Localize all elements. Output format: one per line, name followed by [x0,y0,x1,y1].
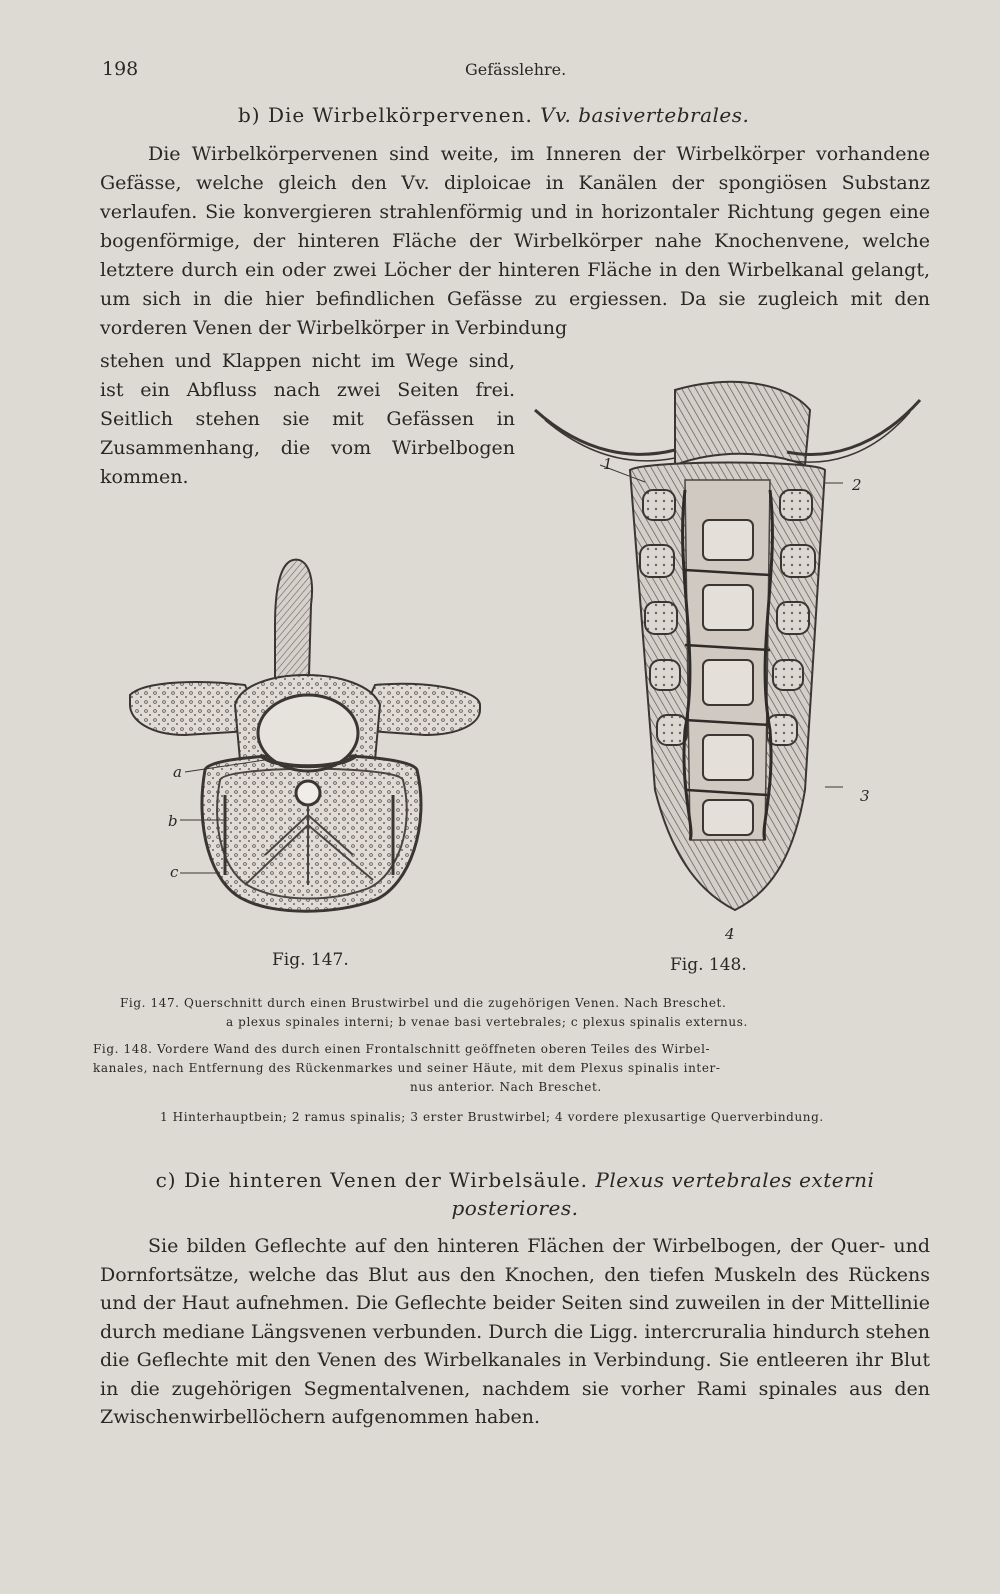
fig148-marker-4: 4 [725,925,735,943]
fig148-marker-1: 1 [603,455,613,473]
fig147-marker-b: b [168,812,178,830]
section-c-label: c) [155,1168,177,1192]
section-c-latin-line2: posteriores. [451,1196,579,1220]
fig148-caption-line2: kanales, nach Entfernung des Rückenmarkes und seiner Häute, mit dem Plexus spinalis inter- [93,1061,721,1075]
fig148-caption-line1: Fig. 148. Vordere Wand des durch einen Frontalschnitt geöffneten oberen Teiles des Wirbel- [93,1042,711,1056]
section-b-latin: Vv. basivertebrales. [540,103,750,127]
paragraph-c: Sie bilden Geflechte auf den hinteren Flächen der Wirbelbogen, der Quer- und Dornfortsätze, welche das Blut aus den Knochen, den tiefen Muskeln des Rückens und der Haut aufnehmen. Die Geflechte beider Seiten sind zuweilen in der Mittellinie durch mediane Längsvenen verbunden. Durch die Ligg. intercruralia hindurch stehen die Geflechte mit den Venen des Wirbelkanales in Verbindung. Sie entleeren ihr Blut in die zugehörigen Segmentalvenen, nachdem sie vorher Rami spinales aus den Zwischenwirbellöchern aufgenommen haben. [100,1235,930,1428]
fig148-marker-3: 3 [860,787,870,805]
fig148-legend: 1 Hinterhauptbein; 2 ramus spinalis; 3 erster Brustwirbel; 4 vordere plexusartige Querverbindung. [160,1110,824,1124]
fig148-caption-line3: nus anterior. Nach Breschet. [410,1080,602,1094]
paragraph-c-container [100,1232,930,1432]
fig147-marker-a: a [173,763,182,781]
section-b-title: Die Wirbelkörpervenen. [267,103,533,127]
figure-148-label: Fig. 148. [670,955,747,975]
paragraph-b-full-width: Die Wirbelkörpervenen sind weite, im Inneren der Wirbelkörper vorhandene Gefässe, welche gleich den Vv. diploicae in Kanälen der spongiösen Substanz verlaufen. Sie konvergieren strahlenförmig und in horizontaler Richtung gegen eine bogenförmige, der hinteren Fläche der Wirbelkörper nahe Knochenvene, welche letztere durch ein oder zwei Löcher der hinteren Fläche in den Wirbelkanal gelangt, um sich in die hier befindlichen Gefässe zu ergiessen. Da sie zugleich mit den vorderen Venen der Wirbelkörper in Verbindung [100,143,930,339]
figure-147-label: Fig. 147. [272,950,349,970]
figure-148-vertebral-canal [525,370,935,930]
fig147-marker-c: c [170,863,179,881]
section-b-heading [238,103,749,127]
fig147-caption-line2: a plexus spinales interni; b venae basi vertebrales; c plexus spinalis externus. [226,1015,748,1029]
fig147-caption-line1: Fig. 147. Querschnitt durch einen Brustwirbel und die zugehörigen Venen. Nach Breschet. [120,996,727,1010]
section-c-latin-line1: Plexus vertebrales externi [595,1168,875,1192]
section-c-heading [100,1166,930,1222]
paragraph-b-wrapped: stehen und Klappen nicht im Wege sind, ist ein Abfluss nach zwei Seiten frei. Seitlich stehen sie mit Gefässen in Zusammenhang, die vom Wirbelbogen kommen. [100,350,515,488]
page-number: 198 [102,58,139,80]
running-title: Gefässlehre. [465,60,567,79]
figure-147-vertebra-cross-section [125,555,495,935]
section-c-title: Die hinteren Venen der Wirbelsäule. [183,1168,589,1192]
section-b-label: b) [238,103,261,127]
fig148-marker-2: 2 [852,476,862,494]
